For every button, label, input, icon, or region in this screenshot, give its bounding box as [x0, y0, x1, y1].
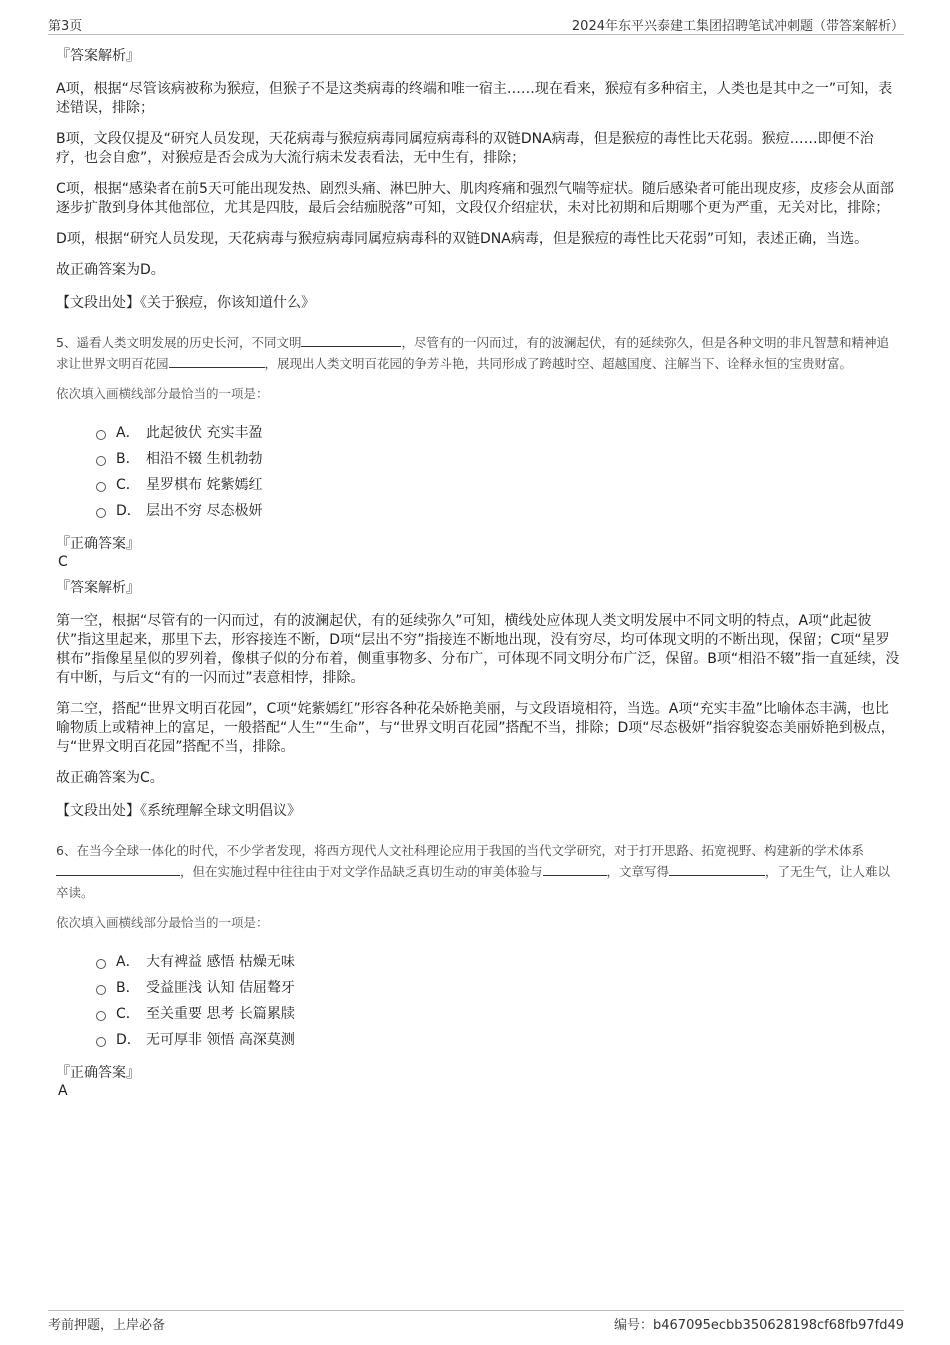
page-number: 第3页: [48, 19, 83, 34]
q6-option-c[interactable]: C． 至关重要 思考 长篇累牍: [96, 1001, 900, 1027]
q6-blank-2: [543, 863, 607, 876]
q6-blank-3: [669, 863, 765, 876]
q6-correct-answer: A: [58, 1083, 68, 1099]
q4-analysis-label: 『答案解析』: [56, 48, 140, 64]
q4-analysis-a: A项，根据“尽管该病被称为猴痘，但猴子不是这类病毒的终端和唯一宿主……现在看来，猴痘有多种宿主，人类也是其中之一”可知，表述错误，排除；: [56, 81, 893, 116]
radio-icon[interactable]: [96, 1011, 106, 1021]
q5-correct-label: 『正确答案』: [56, 536, 140, 552]
q6-correct-label: 『正确答案』: [56, 1065, 140, 1081]
q6-prompt: 依次填入画横线部分最恰当的一项是：: [56, 915, 269, 930]
q6-stem: 6、在当今全球一体化的时代，不少学者发现，将西方现代人文社科理论应用于我国的当代文学研究，对于打开思路、拓宽视野、构建新的学术体系，但在实施过程中往往由于对文学作品缺乏真切生动的审美体验与 ，文章写得 ，了无生气，让人难以卒读。: [56, 843, 891, 900]
footer-slogan: 考前押题，上岸必备: [48, 1318, 166, 1333]
q6-options: [96, 949, 900, 1053]
q6-blank-1: [56, 863, 180, 876]
radio-icon[interactable]: [96, 985, 106, 995]
q5-prompt: 依次填入画横线部分最恰当的一项是：: [56, 386, 269, 401]
radio-icon[interactable]: [96, 1037, 106, 1047]
q5-option-b[interactable]: B． 相沿不辍 生机勃勃: [96, 446, 900, 472]
q4-analysis-d: D项，根据“研究人员发现，天花病毒与猴痘病毒同属痘病毒科的双链DNA病毒，但是猴痘的毒性比天花弱”可知，表述正确，当选。: [56, 231, 869, 247]
q6-option-d[interactable]: D． 无可厚非 领悟 高深莫测: [96, 1027, 900, 1053]
q5-analysis-1: 第一空，根据“尽管有的一闪而过，有的波澜起伏，有的延续弥久”可知，横线处应体现人类文明发展中不同文明的特点，A项“此起彼伏”指这里起来，那里下去，形容接连不断，D项“层出不穷”指接连不断地出现，没有穷尽，均可体现文明的不断出现，保留；C项“星罗棋布”指像星星似的罗列着，像棋子似的分布着，侧重事物多、分布广，可体现不同文明分布广泛，保留。B项“相沿不辍”指一直延续，没有中断，与后文“有的一闪而过”表意相悖，排除。: [56, 613, 900, 686]
q5-analysis-2: 第二空，搭配“世界文明百花园”，C项“姹紫嫣红”形容各种花朵娇艳美丽，与文段语境相符，当选。A项“充实丰盈”比喻体态丰满，也比喻物质上或精神上的富足，一般搭配“人生”“生命”，与“世界文明百花园”搭配不当，排除；D项“尽态极妍”指容貌姿态美丽娇艳到极点，与“世界文明百花园”搭配不当，排除。: [56, 701, 895, 755]
document-title: 2024年东平兴泰建工集团招聘笔试冲刺题（带答案解析）: [571, 19, 904, 34]
main-content: [56, 46, 900, 1107]
radio-icon[interactable]: [96, 959, 106, 969]
q6-option-a[interactable]: A． 大有裨益 感悟 枯燥无味: [96, 949, 900, 975]
q4-conclusion: 故正确答案为D。: [56, 262, 165, 278]
footer-serial: 编号：b467095ecbb350628198cf68fb97fd49: [614, 1318, 904, 1333]
q5-option-c[interactable]: C． 星罗棋布 姹紫嫣红: [96, 472, 900, 498]
q4-source: 【文段出处】《关于猴痘，你该知道什么》: [56, 295, 315, 311]
q4-analysis-b: B项，文段仅提及“研究人员发现，天花病毒与猴痘病毒同属痘病毒科的双链DNA病毒，但是猴痘的毒性比天花弱。猴痘……即便不治疗，也会自愈”，对猴痘是否会成为大流行病未发表看法，无中生有，排除；: [56, 131, 874, 166]
q5-conclusion: 故正确答案为C。: [56, 770, 164, 786]
radio-icon[interactable]: [96, 508, 106, 518]
q4-analysis-c: C项，根据“感染者在前5天可能出现发热、剧烈头痛、淋巴肿大、肌肉疼痛和强烈气喘等症状。随后感染者可能出现皮疹，皮疹会从面部逐步扩散到身体其他部位，尤其是四肢，最后会结痂脱落”可知，文段仅介绍症状，未对比初期和后期哪个更为严重，无关对比，排除；: [56, 181, 894, 216]
q5-options: [96, 420, 900, 524]
page-footer: [48, 1310, 904, 1335]
q5-option-a[interactable]: A． 此起彼伏 充实丰盈: [96, 420, 900, 446]
radio-icon[interactable]: [96, 430, 106, 440]
q5-blank-2: [169, 355, 265, 368]
radio-icon[interactable]: [96, 482, 106, 492]
q5-analysis-label: 『答案解析』: [56, 580, 140, 596]
page-header: [48, 12, 904, 35]
q6-option-b[interactable]: B． 受益匪浅 认知 佶屈聱牙: [96, 975, 900, 1001]
q5-stem: 5、遥看人类文明发展的历史长河，不同文明 ，尽管有的一闪而过，有的波澜起伏，有的延续弥久，但是各种文明的非凡智慧和精神追求让世界文明百花园 ，展现出人类文明百花园的争芳斗艳，共同形成了跨越时空、超越国度、注解当下、诠释永恒的宝贵财富。: [56, 335, 889, 371]
q5-correct-answer: C: [58, 554, 68, 570]
q5-source: 【文段出处】《系统理解全球文明倡议》: [56, 803, 301, 819]
q5-option-d[interactable]: D． 层出不穷 尽态极妍: [96, 498, 900, 524]
q5-blank-1: [301, 334, 401, 347]
radio-icon[interactable]: [96, 456, 106, 466]
